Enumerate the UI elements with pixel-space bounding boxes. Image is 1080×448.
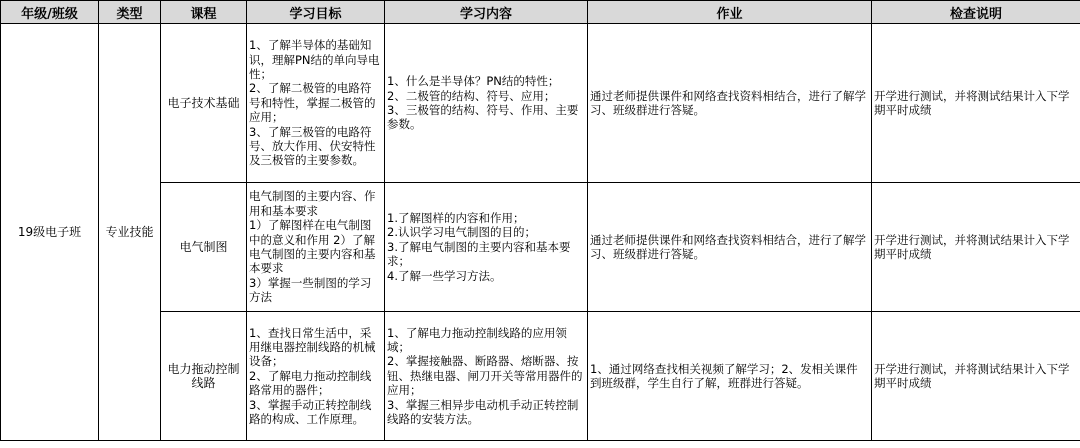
header-row — [1, 1, 1080, 24]
course-cell: 电子技术基础 — [161, 24, 247, 183]
homework-cell: 通过老师提供课件和网络查找资料相结合，进行了解学习、班级群进行答疑。 — [588, 24, 872, 183]
header-type: 类型 — [99, 1, 161, 24]
homework-cell: 通过老师提供课件和网络查找资料相结合，进行了解学习、班级群进行答疑。 — [588, 183, 872, 312]
table-row — [1, 24, 1080, 183]
check-cell: 开学进行测试，并将测试结果计入下学期平时成绩 — [872, 24, 1080, 183]
course-cell: 电气制图 — [161, 183, 247, 312]
course-cell: 电力拖动控制线路 — [161, 312, 247, 441]
goals-cell: 1、查找日常生活中，采用继电器控制线路的机械设备； 2、了解电力拖动控制线路常用的器件； 3、掌握手动正转控制线路的构成、工作原理。 — [247, 312, 385, 441]
content-cell: 1、什么是半导体？PN结的特性； 2、二极管的结构、符号、应用； 3、三极管的结构、符号、作用、主要参数。 — [385, 24, 588, 183]
check-cell: 开学进行测试，并将测试结果计入下学期平时成绩 — [872, 312, 1080, 441]
goals-cell: 电气制图的主要内容、作用和基本要求 1）了解图样在电气制图中的意义和作用 2）了解电气制图的主要内容和基本要求 3）掌握一些制图的学习方法 — [247, 183, 385, 312]
content-cell: 1、了解电力拖动控制线路的应用领域； 2、掌握接触器、断路器、熔断器、按钮、热继电器、闸刀开关等常用器件的应用； 3、掌握三相异步电动机手动正转控制线路的安装方法。 — [385, 312, 588, 441]
goals-cell: 1、了解半导体的基础知识，理解PN结的单向导电性； 2、了解二极管的电路符号和特性，掌握二极管的应用； 3、了解三极管的电路符号、放大作用、伏安特性及三极管的主要参数。 — [247, 24, 385, 183]
class-cell: 19级电子班 — [1, 24, 99, 441]
table-row — [1, 183, 1080, 312]
header-content: 学习内容 — [385, 1, 588, 24]
header-check: 检查说明 — [872, 1, 1080, 24]
header-course: 课程 — [161, 1, 247, 24]
table-row — [1, 312, 1080, 441]
content-cell: 1.了解图样的内容和作用； 2.认识学习电气制图的目的； 3.了解电气制图的主要内容和基本要求； 4.了解一些学习方法。 — [385, 183, 588, 312]
type-cell: 专业技能 — [99, 24, 161, 441]
homework-cell: 1、通过网络查找相关视频了解学习；2、发相关课件到班级群，学生自行了解，班群进行答疑。 — [588, 312, 872, 441]
header-class: 年级/班级 — [1, 1, 99, 24]
check-cell: 开学进行测试，并将测试结果计入下学期平时成绩 — [872, 183, 1080, 312]
header-homework: 作业 — [588, 1, 872, 24]
header-goals: 学习目标 — [247, 1, 385, 24]
